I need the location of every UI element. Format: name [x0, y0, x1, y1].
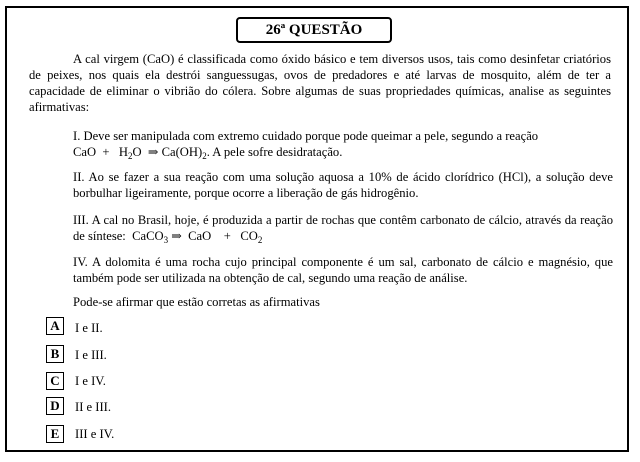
option-e-text: III e IV. — [75, 427, 115, 441]
statement-3 — [73, 212, 613, 248]
question-prompt: Pode-se afirmar que estão corretas as afirmativas — [73, 295, 320, 309]
statement-1-text: I. Deve ser manipulada com extremo cuidado porque pode queimar a pele, segundo a reação — [73, 129, 539, 143]
statement-2: II. Ao se fazer a sua reação com uma solução aquosa a 10% de ácido clorídrico (HCl), a solução deve borbulhar ligeiramente, porque ocorre a liberação de gás hidrogênio. — [73, 170, 613, 200]
intro-paragraph — [29, 51, 611, 115]
statement-1-equation: CaO + $H_2O$ ⇒ $Ca(OH)_2$. A pele sofre desidratação. — [73, 145, 343, 161]
option-a-letter[interactable]: A — [46, 317, 64, 335]
option-a-text: I e II. — [75, 321, 103, 335]
option-d-letter[interactable]: D — [46, 397, 64, 415]
statement-4: IV. A dolomita é uma rocha cujo principal componente é um sal, carbonato de cálcio e magnésio, que também pode ser utilizada na obtenção de cal, segundo uma reação de análise. — [73, 255, 613, 285]
option-c-text: I e IV. — [75, 374, 106, 388]
statement-3-text: III. A cal no Brasil, hoje, é produzida a partir de rochas que contêm carbonato de cálcio, através da reação de síntese: — [73, 213, 613, 243]
statement-1 — [73, 128, 613, 164]
option-d-text: II e III. — [75, 400, 112, 414]
question-title: 26ª QUESTÃO — [236, 17, 392, 43]
option-b-letter[interactable]: B — [46, 345, 64, 363]
option-b-text: I e III. — [75, 348, 107, 362]
intro-text: A cal virgem (CaO) é classificada como óxido básico e tem diversos usos, tais como desinfetar criatórios de peixes, nos quais ela destrói sanguessugas, ovos de predadores e até larvas de mosquito, além de ter a capacidade de eliminar o vibrião do cólera. Sobre algumas de suas propriedades químicas, analise as seguintes afirmativas: — [29, 52, 611, 114]
option-e-letter[interactable]: E — [46, 425, 64, 443]
statement-3-equation: CaCO$_3$ ⇒ CaO + $CO_2$ — [125, 229, 263, 245]
option-c-letter[interactable]: C — [46, 372, 64, 390]
